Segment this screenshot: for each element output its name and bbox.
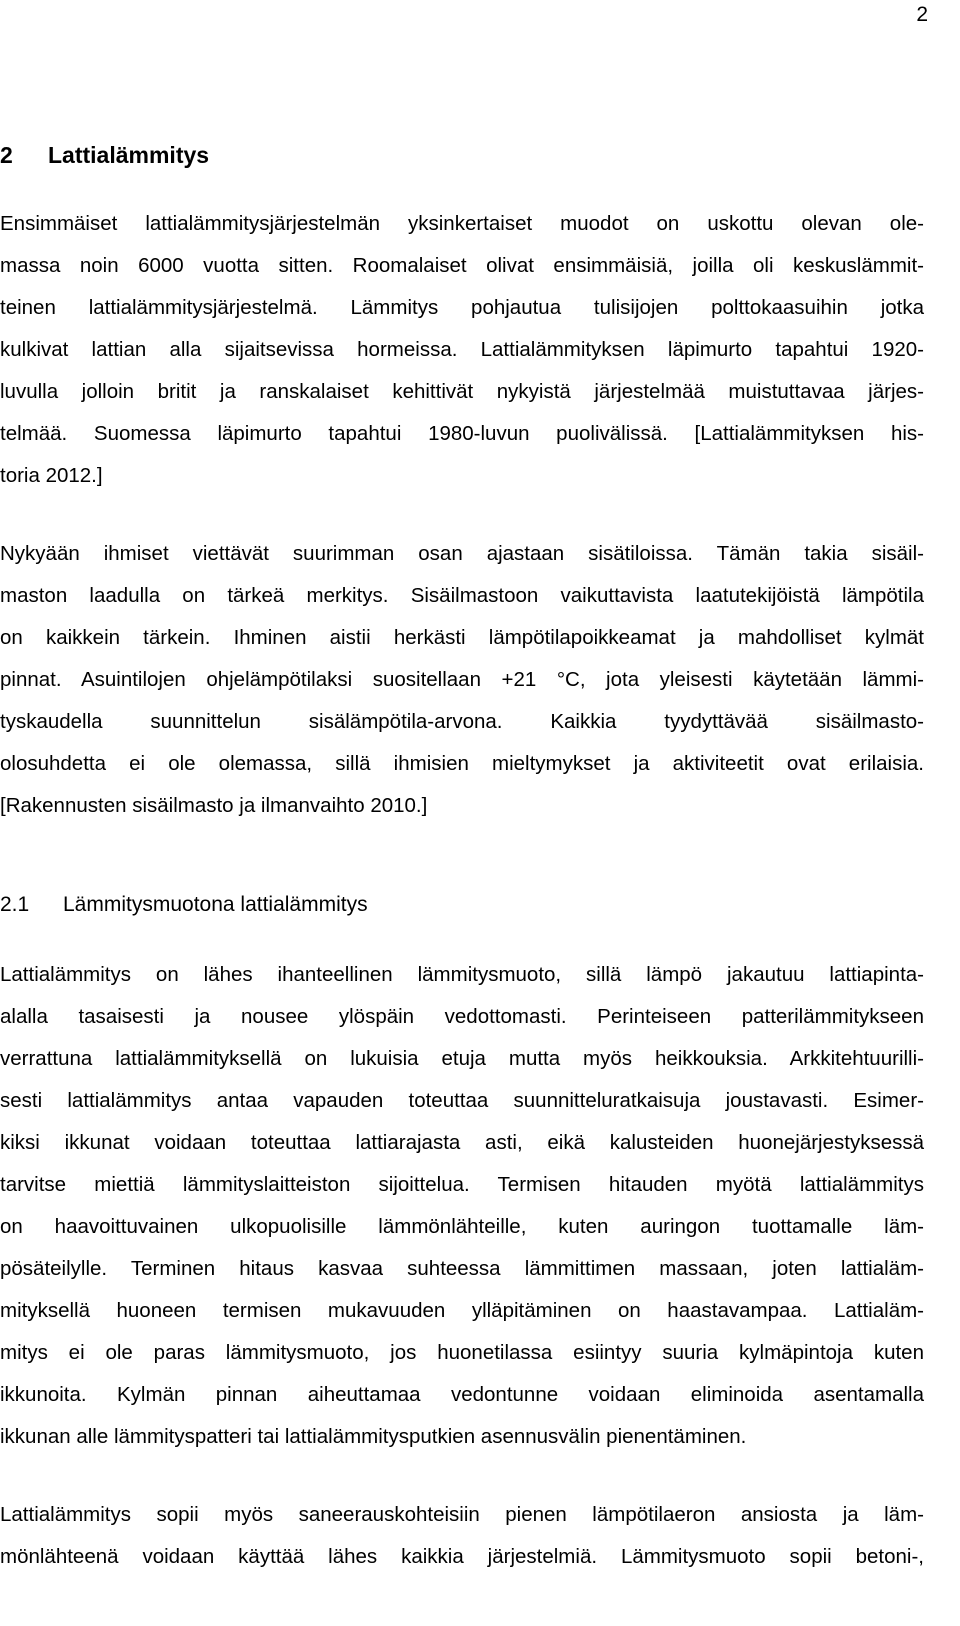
text-line: on kaikkein tärkein. Ihminen aistii herkästi lämpötilapoikkeamat ja mahdolliset kylmät <box>0 626 924 649</box>
text-line: pösäteilylle. Terminen hitaus kasvaa suhteessa lämmittimen massaan, joten lattialäm- <box>0 1257 924 1280</box>
text-line: ikkunan alle lämmityspatteri tai lattialämmitysputkien asennusvälin pienentäminen. <box>0 1425 747 1448</box>
text-line: kiksi ikkunat voidaan toteuttaa lattiarajasta asti, eikä kalusteiden huonejärjestyksessä <box>0 1131 924 1154</box>
text-line: mönlähteenä voidaan käyttää lähes kaikkia järjestelmiä. Lämmitysmuoto sopii betoni-, <box>0 1545 924 1568</box>
text-line: maston laadulla on tärkeä merkitys. Sisäilmastoon vaikuttavista laatutekijöistä lämpötila <box>0 584 924 607</box>
text-line: mitys ei ole paras lämmitysmuoto, jos huonetilassa esiintyy suuria kylmäpintoja kuten <box>0 1341 924 1364</box>
text-line: teinen lattialämmitysjärjestelmä. Lämmitys pohjautua tulisijojen polttokaasuihin jotka <box>0 296 924 319</box>
text-line: verrattuna lattialämmityksellä on lukuisia etuja mutta myös heikkouksia. Arkkitehtuurilli- <box>0 1047 924 1070</box>
text-line: pinnat. Asuintilojen ohjelämpötilaksi suositellaan +21 °C, jota yleisesti käytetään lämmi- <box>0 668 924 691</box>
subsection-number: 2.1 <box>0 893 30 916</box>
text-line: massa noin 6000 vuotta sitten. Roomalaiset olivat ensimmäisiä, joilla oli keskuslämmit- <box>0 254 924 277</box>
section-heading <box>0 141 209 169</box>
text-line: mityksellä huoneen termisen mukavuuden ylläpitäminen on haastavampaa. Lattialäm- <box>0 1299 924 1322</box>
text-line: tyskaudella suunnittelun sisälämpötila-arvona. Kaikkia tyydyttävää sisäilmasto- <box>0 710 924 733</box>
text-line: ikkunoita. Kylmän pinnan aiheuttamaa vedontunne voidaan eliminoida asentamalla <box>0 1383 924 1406</box>
text-line: [Rakennusten sisäilmasto ja ilmanvaihto 2010.] <box>0 794 428 817</box>
text-line: kulkivat lattian alla sijaitsevissa hormeissa. Lattialämmityksen läpimurto tapahtui 1920- <box>0 338 924 361</box>
text-line: telmää. Suomessa läpimurto tapahtui 1980-luvun puolivälissä. [Lattialämmityksen his- <box>0 422 924 445</box>
text-line: alalla tasaisesti ja nousee ylöspäin vedottomasti. Perinteiseen patterilämmitykseen <box>0 1005 924 1028</box>
subsection-heading <box>0 891 368 919</box>
text-line: on haavoittuvainen ulkopuolisille lämmönlähteille, kuten auringon tuottamalle läm- <box>0 1215 924 1238</box>
section-number: 2 <box>0 142 13 168</box>
text-line: luvulla jolloin britit ja ranskalaiset kehittivät nykyistä järjestelmää muistuttavaa järjes- <box>0 380 924 403</box>
text-line: Nykyään ihmiset viettävät suurimman osan ajastaan sisätiloissa. Tämän takia sisäil- <box>0 542 924 565</box>
page-number: 2 <box>916 3 928 26</box>
subsection-title: Lämmitysmuotona lattialämmitys <box>63 893 368 916</box>
text-line: olosuhdetta ei ole olemassa, sillä ihmisien mieltymykset ja aktiviteetit ovat erilaisia. <box>0 752 924 775</box>
section-title: Lattialämmitys <box>48 142 210 168</box>
text-line: Lattialämmitys sopii myös saneerauskohteisiin pienen lämpötilaeron ansiosta ja läm- <box>0 1503 924 1526</box>
text-line: tarvitse miettiä lämmityslaitteiston sijoittelua. Termisen hitauden myötä lattialämmitys <box>0 1173 924 1196</box>
text-line: Ensimmäiset lattialämmitysjärjestelmän yksinkertaiset muodot on uskottu olevan ole- <box>0 212 924 235</box>
text-line: sesti lattialämmitys antaa vapauden toteuttaa suunnitteluratkaisuja joustavasti. Esimer- <box>0 1089 924 1112</box>
text-line: toria 2012.] <box>0 464 103 487</box>
text-line: Lattialämmitys on lähes ihanteellinen lämmitysmuoto, sillä lämpö jakautuu lattiapinta- <box>0 963 924 986</box>
